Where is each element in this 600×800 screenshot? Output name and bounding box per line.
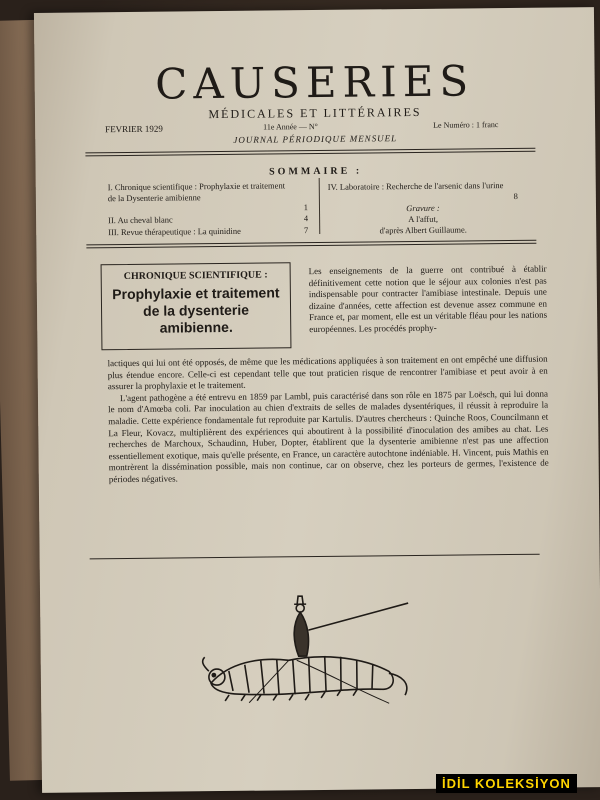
toc-item-label: III. Revue thérapeutique : La quinidine xyxy=(108,225,241,238)
toc-item-label: I. Chronique scientifique : Prophylaxie et traitement de la Dysenterie amibienne xyxy=(107,180,286,204)
sommaire-left-column xyxy=(108,180,309,239)
gravure-illustration xyxy=(188,589,419,711)
masthead-title: CAUSERIES xyxy=(154,56,475,109)
issue-date: FEVRIER 1929 xyxy=(105,123,163,135)
journal-type: JOURNAL PÉRIODIQUE MENSUEL xyxy=(233,133,398,145)
article-paragraph: lactiques qui lui ont été opposés, de même que les médications appliquées à son traitement en ont empêché une diffusion plus étendue encore. Celle-ci est cependant telle que tout praticien risque de rencontrer l'amibiase et peut avoir à en assurer la prophylaxie et le traitement. xyxy=(107,353,548,392)
toc-gravure-credit: d'après Albert Guillaume. xyxy=(379,224,467,236)
article-paragraph: L'agent pathogène a été entrevu en 1859 par Lambl, puis caractérisé dans son rôle en 1875 par Loësch, qui lui donna le nom d'Amœba coli. Par inoculation au chien d'extraits de selles de malades dysentériques, il réussit à reproduire la maladie. Cette expérience fondamentale fut reproduite par Kartulis. D'autres chercheurs : Quinche Roos, Councilmann et La Fleur, Kovacz, multiplièrent des expériences qui aboutirent à la possibilité d'inoculation des amibes au chat. Les recherches de Marchoux, Schaudinn, Huber, Dopter, établirent que la dysenterie amibienne n'est pas une affection essentiellement exotique, mais qu'elle présente, en France, un caractère autochtone indéniable. H. Vincent, puis Mathis en montrèrent la dissémination possible, mais non continue, car on observe, chez les porteurs de germes, l'existence de périodes négatives. xyxy=(108,388,549,485)
sommaire-title: SOMMAIRE : xyxy=(269,165,363,178)
article-body xyxy=(108,354,549,486)
toc-item-page: 1 xyxy=(303,202,309,213)
toc-item xyxy=(328,180,518,204)
article-title: Prophylaxie et traitement de la dysenterie amibienne. xyxy=(112,284,280,336)
masthead-subtitle: MÉDICALES ET LITTÉRAIRES xyxy=(208,104,422,122)
issue-price: Le Numéro : 1 franc xyxy=(433,120,499,130)
toc-gravure-label: Gravure : xyxy=(406,202,440,214)
collection-watermark: İDİL KOLEKSİYON xyxy=(436,774,577,793)
magazine-page xyxy=(34,7,600,793)
toc-item-label: IV. Laboratoire : Recherche de l'arsenic dans l'urine xyxy=(327,180,504,192)
article-end-rule xyxy=(90,554,540,560)
article-kicker: CHRONIQUE SCIENTIFIQUE : xyxy=(123,269,268,283)
issue-year-number: 11e Année — N° xyxy=(263,121,318,132)
article-title-box xyxy=(101,262,292,350)
toc-item xyxy=(108,180,308,215)
sommaire-right-column xyxy=(328,180,519,237)
toc-gravure-title: A l'affut, xyxy=(408,213,439,225)
sommaire-divider xyxy=(319,178,321,234)
toc-item-label: II. Au cheval blanc xyxy=(108,214,173,226)
toc-item xyxy=(108,225,308,239)
toc-item-page: 7 xyxy=(303,225,309,236)
toc-item-page: 4 xyxy=(303,213,309,224)
toc-item-page: 8 xyxy=(513,190,518,201)
article-intro-column: Les enseignements de la guerre ont contribué à établir définitivement cette notion que le séjour aux colonies n'est pas indispensable pour contracter l'amibiase intestinale. Depuis une dizaine d'années, cette affection est devenue assez commune en France et, par moment, elle est un véritable fléau pour les nations européennes. Les procédés prophy- xyxy=(308,263,548,335)
